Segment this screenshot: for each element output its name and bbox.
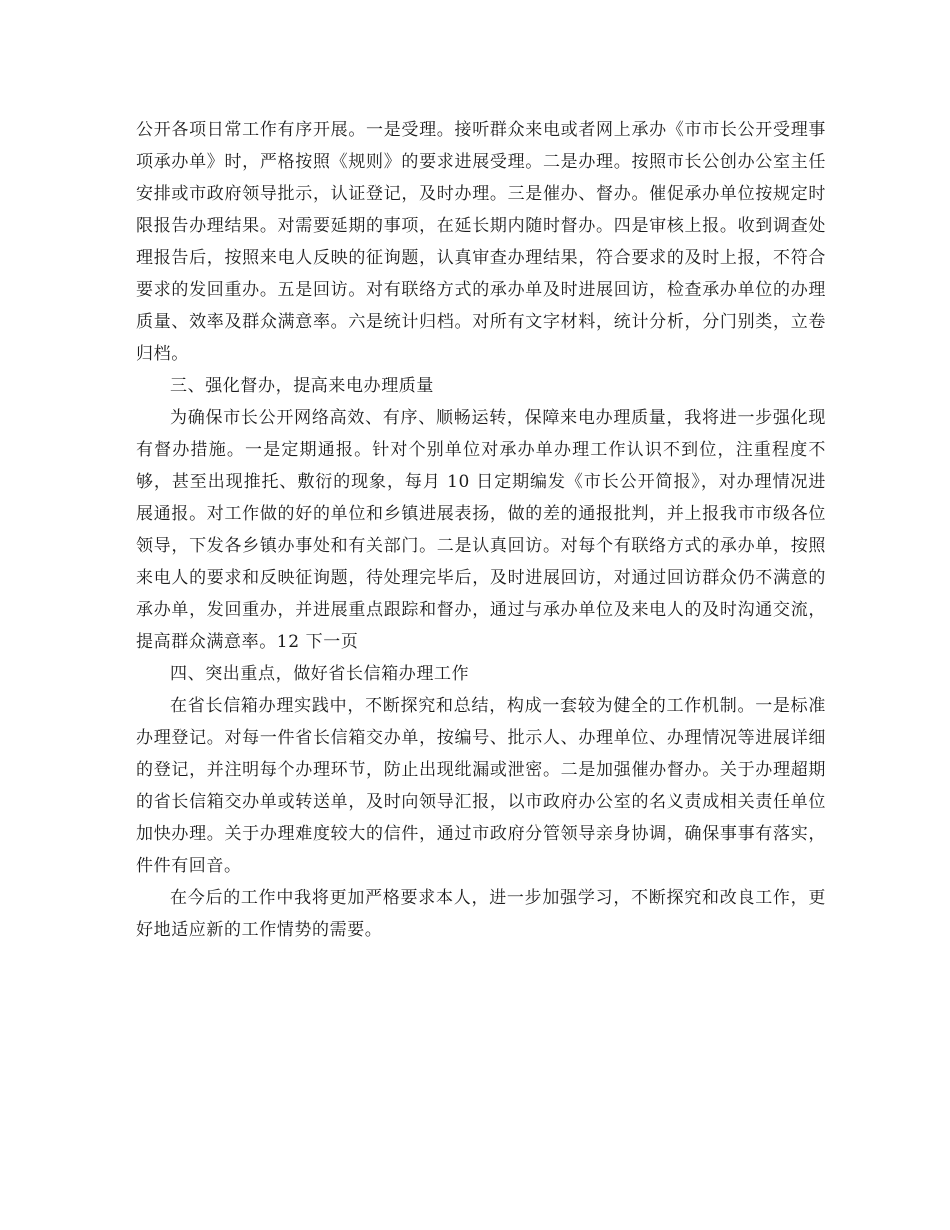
paragraph-supervision: 为确保市长公开网络高效、有序、顺畅运转，保障来电办理质量，我将进一步强化现有督办措施。一是定期通报。针对个别单位对承办单办理工作认识不到位，注重程度不够，甚至出现推托、敷衍的现象，每月 10 日定期编发《市长公开简报》，对办理情况进展通报。对工作做的好的单位和乡镇进展表扬，做的差的通报批判，并上报我市市级各位领导，下发各乡镇办事处和有关部门。二是认真回访。对每个有联络方式的承办单，按照来电人的要求和反映征询题，待处理完毕后，及时进展回访，对通过回访群众仍不满意的承办单，发回重办，并进展重点跟踪和督办，通过与承办单位及来电人的及时沟通交流，提高群众满意率。12 下一页 [136, 408, 826, 652]
paragraph-governor-mailbox: 在省长信箱办理实践中，不断探究和总结，构成一套较为健全的工作机制。一是标准办理登记。对每一件省长信箱交办单，按编号、批示人、办理单位、办理情况等进展详细的登记，并注明每个办理环节，防止出现纰漏或泄密。二是加强催办督办。关于办理超期的省长信箱交办单或转送单，及时向领导汇报，以市政府办公室的名义责成相关责任单位加快办理。关于办理难度较大的信件，通过市政府分管领导亲身协调，确保事事有落实，件件有回音。 [136, 696, 826, 876]
section-heading-governor-mailbox: 四、突出重点，做好省长信箱办理工作 [170, 664, 470, 684]
paragraph-conclusion: 在今后的工作中我将更加严格要求本人，进一步加强学习，不断探究和改良工作，更好地适应新的工作情势的需要。 [136, 888, 826, 940]
document-body [136, 114, 826, 946]
section-heading-supervision: 三、强化督办，提高来电办理质量 [170, 376, 434, 396]
paragraph-daily-work: 公开各项日常工作有序开展。一是受理。接听群众来电或者网上承办《市市长公开受理事项承办单》时，严格按照《规则》的要求进展受理。二是办理。按照市长公创办公室主任安排或市政府领导批示，认证登记，及时办理。三是催办、督办。催促承办单位按规定时限报告办理结果。对需要延期的事项，在延长期内随时督办。四是审核上报。收到调查处理报告后，按照来电人反映的征询题，认真审查办理结果，符合要求的及时上报，不符合要求的发回重办。五是回访。对有联络方式的承办单及时进展回访，检查承办单位的办理质量、效率及群众满意率。六是统计归档。对所有文字材料，统计分析，分门别类，立卷归档。 [136, 120, 826, 364]
